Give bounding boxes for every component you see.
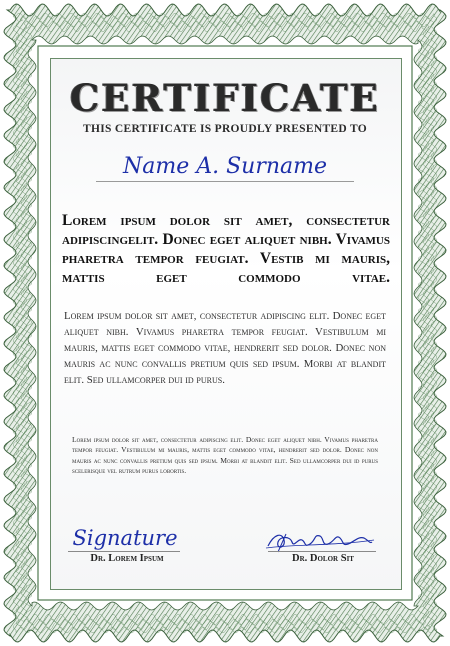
fine-print-paragraph: Lorem ipsum dolor sit amet, consectetur adipiscing elit. Donec eget aliquet nibh. Vivamus pharetra tempor feugiat. Vestibulum mi mauris, mattis eget commodo vitae, hendrerit sed dolor. Donec non mauris ac nunc convallis pretium quis sed ipsum. Morbi at blandit elit. Sed ullamcorper dui id purus scelerisque vel rutrum purus lobortis. [72,435,378,476]
left-signature-line [68,551,180,552]
right-signature-line [268,551,376,552]
presented-to-line: THIS CERTIFICATE IS PROUDLY PRESENTED TO [83,123,367,135]
lead-paragraph: Lorem ipsum dolor sit amet, consectetur adipiscingelit. Donec eget aliquet nibh. Vivamus pharetra tempor feugiat. Vestib mi mauris, mattis eget commodo vitae. [62,212,390,286]
recipient-name: Name A. Surname [122,154,328,179]
handwritten-signature-icon [264,526,376,554]
right-signer-name: Dr. Dolor Sit [292,553,354,564]
left-signer-name: Dr. Lorem Ipsum [90,553,164,564]
certificate-title: CERTIFICATE [69,76,381,120]
name-underline [96,181,354,182]
left-signature-script: Signature [72,526,178,550]
body-paragraph: Lorem ipsum dolor sit amet, consectetur adipiscing elit. Donec eget aliquet nibh. Vivamus pharetra tempor feugiat. Vestibulum mi mauris, mattis eget commodo vitae, hendrerit sed dolor. Donec non mauris ac nunc convallis pretium quis sed ipsum. Morbi at blandit elit. Sed ullamcorper dui id purus. [64,310,386,386]
